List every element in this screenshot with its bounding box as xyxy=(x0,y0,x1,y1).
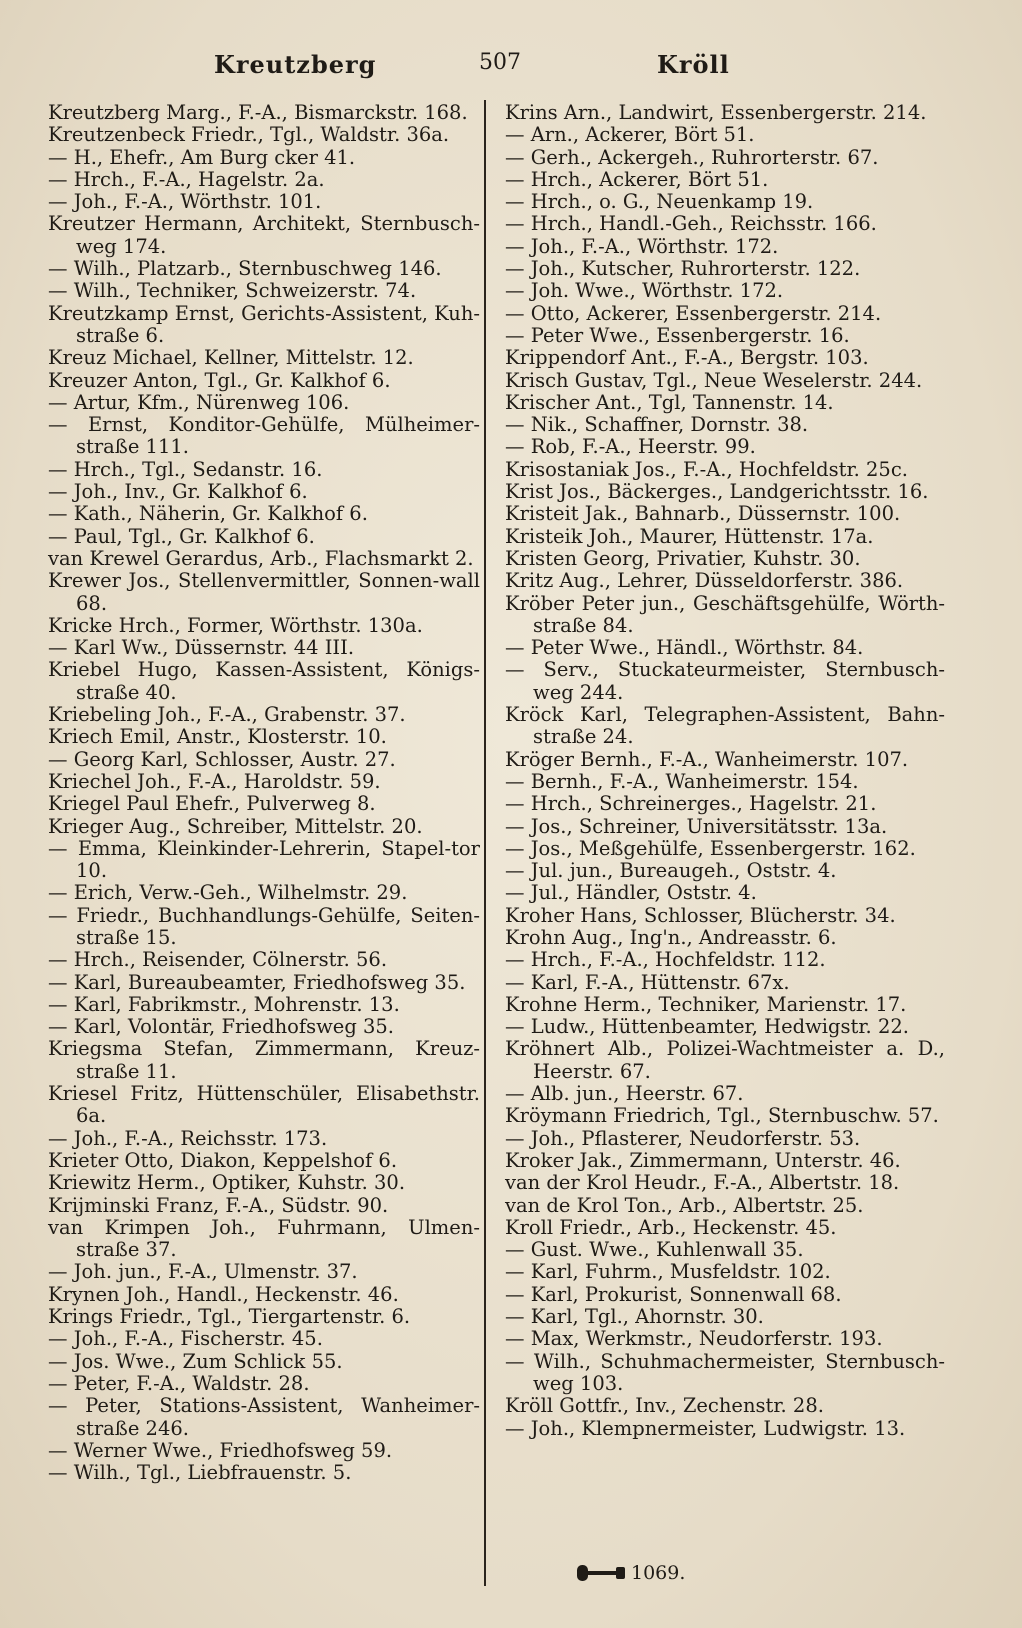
directory-entry: — Kath., Näherin, Gr. Kalkhof 6. xyxy=(48,502,368,526)
directory-entry: — Hrch., Schreinerges., Hagelstr. 21. xyxy=(505,792,877,816)
directory-entry: Kriewitz Herm., Optiker, Kuhstr. 30. xyxy=(48,1171,406,1195)
directory-entry: Kreutzenbeck Friedr., Tgl., Waldstr. 36a. xyxy=(48,123,450,147)
directory-entry: Kreutzberg Marg., F.-A., Bismarckstr. 168. xyxy=(48,101,468,124)
directory-entry: — Joh., Inv., Gr. Kalkhof 6. xyxy=(48,480,308,504)
column-divider xyxy=(484,100,486,1586)
directory-entry: — Ludw., Hüttenbeamter, Hedwigstr. 22. xyxy=(505,1015,909,1039)
directory-entry: Krisch Gustav, Tgl., Neue Weselerstr. 244. xyxy=(505,368,923,392)
directory-entry: — Karl, Tgl., Ahornstr. 30. xyxy=(505,1305,764,1329)
directory-entry: Kritz Aug., Lehrer, Düsseldorferstr. 386. xyxy=(505,569,904,593)
directory-entry: Kreuzer Anton, Tgl., Gr. Kalkhof 6. xyxy=(48,368,391,392)
directory-entry: van de Krol Ton., Arb., Albertstr. 25. xyxy=(505,1193,864,1217)
directory-entry: — Georg Karl, Schlosser, Austr. 27. xyxy=(48,747,396,771)
directory-entry: Kroll Friedr., Arb., Heckenstr. 45. xyxy=(505,1215,837,1239)
directory-entry: Kröck Karl, Telegraphen-Assistent, Bahn-straße 24. xyxy=(505,703,945,749)
left-column xyxy=(48,102,480,1484)
directory-entry: — Joh. jun., F.-A., Ulmenstr. 37. xyxy=(48,1260,358,1284)
directory-entry: Krisostaniak Jos., F.-A., Hochfeldstr. 25c. xyxy=(505,457,908,481)
directory-entry: — Joh., F.-A., Wörthstr. 101. xyxy=(48,190,322,214)
directory-entry: — Gust. Wwe., Kuhlenwall 35. xyxy=(505,1238,804,1262)
directory-entry: — Peter Wwe., Essenbergerstr. 16. xyxy=(505,323,850,347)
directory-entry: — Max, Werkmstr., Neudorferstr. 193. xyxy=(505,1327,883,1351)
directory-entry: — Erich, Verw.-Geh., Wilhelmstr. 29. xyxy=(48,881,408,905)
directory-entry: — Hrch., F.-A., Hagelstr. 2a. xyxy=(48,167,325,191)
directory-entry: — Joh., Kutscher, Ruhrorterstr. 122. xyxy=(505,257,861,281)
directory-entry: Kriechel Joh., F.-A., Haroldstr. 59. xyxy=(48,769,381,793)
directory-entry: — Paul, Tgl., Gr. Kalkhof 6. xyxy=(48,524,315,548)
directory-entry: — Wilh., Tgl., Liebfrauenstr. 5. xyxy=(48,1461,352,1485)
directory-entry: — Joh., F.-A., Fischerstr. 45. xyxy=(48,1327,323,1351)
directory-entry: — Karl, Fabrikmstr., Mohrenstr. 13. xyxy=(48,992,400,1016)
directory-entry: — Hrch., Ackerer, Bört 51. xyxy=(505,167,769,191)
directory-entry: — Friedr., Buchhandlungs-Gehülfe, Seiten-straße 15. xyxy=(48,903,480,949)
directory-entry: — Joh., Pflasterer, Neudorferstr. 53. xyxy=(505,1126,861,1150)
directory-entry: Krieger Aug., Schreiber, Mittelstr. 20. xyxy=(48,814,423,838)
directory-entry: — Hrch., Handl.-Geh., Reichsstr. 166. xyxy=(505,212,877,236)
directory-entry: Krijminski Franz, F.-A., Südstr. 90. xyxy=(48,1193,389,1217)
directory-entry: — Karl, Bureaubeamter, Friedhofsweg 35. xyxy=(48,970,466,994)
directory-entry: — Artur, Kfm., Nürenweg 106. xyxy=(48,390,350,414)
directory-entry: Krohn Aug., Ing'n., Andreasstr. 6. xyxy=(505,925,837,949)
directory-entry: — Joh., F.-A., Wörthstr. 172. xyxy=(505,234,779,258)
directory-entry: van Krewel Gerardus, Arb., Flachsmarkt 2. xyxy=(48,546,474,570)
directory-entry: — Joh., Klempnermeister, Ludwigstr. 13. xyxy=(505,1416,906,1440)
directory-entry: Kroher Hans, Schlosser, Blücherstr. 34. xyxy=(505,903,896,927)
directory-entry: Kröger Bernh., F.-A., Wanheimerstr. 107. xyxy=(505,747,909,771)
directory-entry: — Karl, Volontär, Friedhofsweg 35. xyxy=(48,1015,395,1039)
directory-entry: Kristen Georg, Privatier, Kuhstr. 30. xyxy=(505,546,861,570)
page-number: 507 xyxy=(479,50,521,75)
directory-entry: — Bernh., F.-A., Wanheimerstr. 154. xyxy=(505,769,859,793)
directory-entry: — Peter, F.-A., Waldstr. 28. xyxy=(48,1371,310,1395)
directory-entry: Krynen Joh., Handl., Heckenstr. 46. xyxy=(48,1282,399,1306)
directory-entry: — Nik., Schaffner, Dornstr. 38. xyxy=(505,413,809,437)
directory-entry: Kreuz Michael, Kellner, Mittelstr. 12. xyxy=(48,346,414,370)
directory-entry: Kricke Hrch., Former, Wörthstr. 130a. xyxy=(48,613,423,637)
directory-entry: — Karl, F.-A., Hüttenstr. 67x. xyxy=(505,970,790,994)
directory-entry: — Karl, Fuhrm., Musfeldstr. 102. xyxy=(505,1260,831,1284)
directory-entry: — Gerh., Ackergeh., Ruhrorterstr. 67. xyxy=(505,145,879,169)
directory-entry: van der Krol Heudr., F.-A., Albertstr. 18. xyxy=(505,1171,900,1195)
directory-entry: — Werner Wwe., Friedhofsweg 59. xyxy=(48,1438,393,1462)
directory-entry: — H., Ehefr., Am Burg cker 41. xyxy=(48,145,356,169)
directory-entry: — Serv., Stuckateurmeister, Sternbusch-weg 244. xyxy=(505,658,945,704)
directory-entry: Krins Arn., Landwirt, Essenbergerstr. 214. xyxy=(505,101,927,124)
directory-entry: — Jos., Schreiner, Universitätsstr. 13a. xyxy=(505,814,888,838)
directory-entry: Krippendorf Ant., F.-A., Bergstr. 103. xyxy=(505,346,869,370)
directory-entry: — Wilh., Schuhmachermeister, Sternbusch-weg 103. xyxy=(505,1349,945,1395)
directory-entry: — Wilh., Techniker, Schweizerstr. 74. xyxy=(48,279,417,303)
directory-entry: Krewer Jos., Stellenvermittler, Sonnen-wall 68. xyxy=(48,569,480,615)
directory-entry: Kröhnert Alb., Polizei-Wachtmeister a. D., Heerstr. 67. xyxy=(505,1037,945,1083)
directory-entry: — Hrch., Reisender, Cölnerstr. 56. xyxy=(48,948,388,972)
directory-entry: Kriebeling Joh., F.-A., Grabenstr. 37. xyxy=(48,703,406,727)
right-column xyxy=(505,102,945,1440)
directory-entry: Kriebel Hugo, Kassen-Assistent, Königs-straße 40. xyxy=(48,658,480,704)
page-header xyxy=(0,50,1022,84)
directory-entry: — Emma, Kleinkinder-Lehrerin, Stapel-tor 10. xyxy=(48,836,480,883)
directory-entry: Krist Jos., Bäckerges., Landgerichtsstr. 16. xyxy=(505,480,929,504)
directory-entry: — Wilh., Platzarb., Sternbuschweg 146. xyxy=(48,257,442,281)
telephone-note xyxy=(577,1562,685,1584)
directory-entry: — Jul. jun., Bureaugeh., Oststr. 4. xyxy=(505,859,837,883)
directory-entry: — Rob, F.-A., Heerstr. 99. xyxy=(505,435,756,459)
directory-entry: — Joh., F.-A., Reichsstr. 173. xyxy=(48,1126,328,1150)
directory-entry: — Hrch., o. G., Neuenkamp 19. xyxy=(505,190,814,214)
directory-entry: Kristeit Jak., Bahnarb., Düssernstr. 100. xyxy=(505,502,901,526)
directory-entry: Kreutzkamp Ernst, Gerichts-Assistent, Kuh-straße 6. xyxy=(48,301,481,347)
directory-entry: — Jul., Händler, Oststr. 4. xyxy=(505,881,757,905)
directory-entry: Kriesel Fritz, Hüttenschüler, Elisabethstr. 6a. xyxy=(48,1082,480,1128)
directory-entry: Krohne Herm., Techniker, Marienstr. 17. xyxy=(505,992,907,1016)
directory-entry: Kriegel Paul Ehefr., Pulverweg 8. xyxy=(48,792,376,816)
directory-entry: — Karl, Prokurist, Sonnenwall 68. xyxy=(505,1282,842,1306)
directory-entry: Kriegsma Stefan, Zimmermann, Kreuz-straße 11. xyxy=(48,1037,480,1083)
directory-entry: — Alb. jun., Heerstr. 67. xyxy=(505,1082,744,1106)
directory-entry: — Joh. Wwe., Wörthstr. 172. xyxy=(505,279,784,303)
directory-entry: — Peter, Stations-Assistent, Wanheimer-straße 246. xyxy=(48,1394,480,1440)
directory-entry: van Krimpen Joh., Fuhrmann, Ulmen-straße 37. xyxy=(48,1215,480,1262)
directory-entry: — Jos. Wwe., Zum Schlick 55. xyxy=(48,1349,343,1373)
directory-entry: — Jos., Meßgehülfe, Essenbergerstr. 162. xyxy=(505,836,916,860)
directory-entry: Krischer Ant., Tgl, Tannenstr. 14. xyxy=(505,390,834,414)
directory-entry: Krings Friedr., Tgl., Tiergartenstr. 6. xyxy=(48,1305,411,1329)
directory-entry: Kristeik Joh., Maurer, Hüttenstr. 17a. xyxy=(505,524,874,548)
directory-entry: Kröber Peter jun., Geschäftsgehülfe, Wörth-straße 84. xyxy=(505,591,945,637)
directory-entry: — Hrch., Tgl., Sedanstr. 16. xyxy=(48,457,323,481)
telephone-number: 1069. xyxy=(631,1562,686,1584)
directory-entry: — Arn., Ackerer, Bört 51. xyxy=(505,123,755,147)
telephone-icon xyxy=(577,1565,625,1581)
directory-entry: — Ernst, Konditor-Gehülfe, Mülheimer-straße 111. xyxy=(48,413,480,459)
directory-entry: Kröll Gottfr., Inv., Zechenstr. 28. xyxy=(505,1394,824,1418)
directory-entry: Kreutzer Hermann, Architekt, Sternbusch-weg 174. xyxy=(48,212,480,258)
directory-entry: Kroker Jak., Zimmermann, Unterstr. 46. xyxy=(505,1148,901,1172)
directory-entry: Krieter Otto, Diakon, Keppelshof 6. xyxy=(48,1148,398,1172)
directory-entry: — Peter Wwe., Händl., Wörthstr. 84. xyxy=(505,636,864,660)
header-right-keyword: Kröll xyxy=(657,50,730,79)
directory-entry: — Hrch., F.-A., Hochfeldstr. 112. xyxy=(505,948,826,972)
directory-entry: Kröymann Friedrich, Tgl., Sternbuschw. 57. xyxy=(505,1104,939,1128)
directory-entry: — Otto, Ackerer, Essenbergerstr. 214. xyxy=(505,301,882,325)
header-left-keyword: Kreutzberg xyxy=(214,50,377,79)
directory-entry: Kriech Emil, Anstr., Klosterstr. 10. xyxy=(48,725,387,749)
directory-entry: — Karl Ww., Düssernstr. 44 III. xyxy=(48,636,355,660)
